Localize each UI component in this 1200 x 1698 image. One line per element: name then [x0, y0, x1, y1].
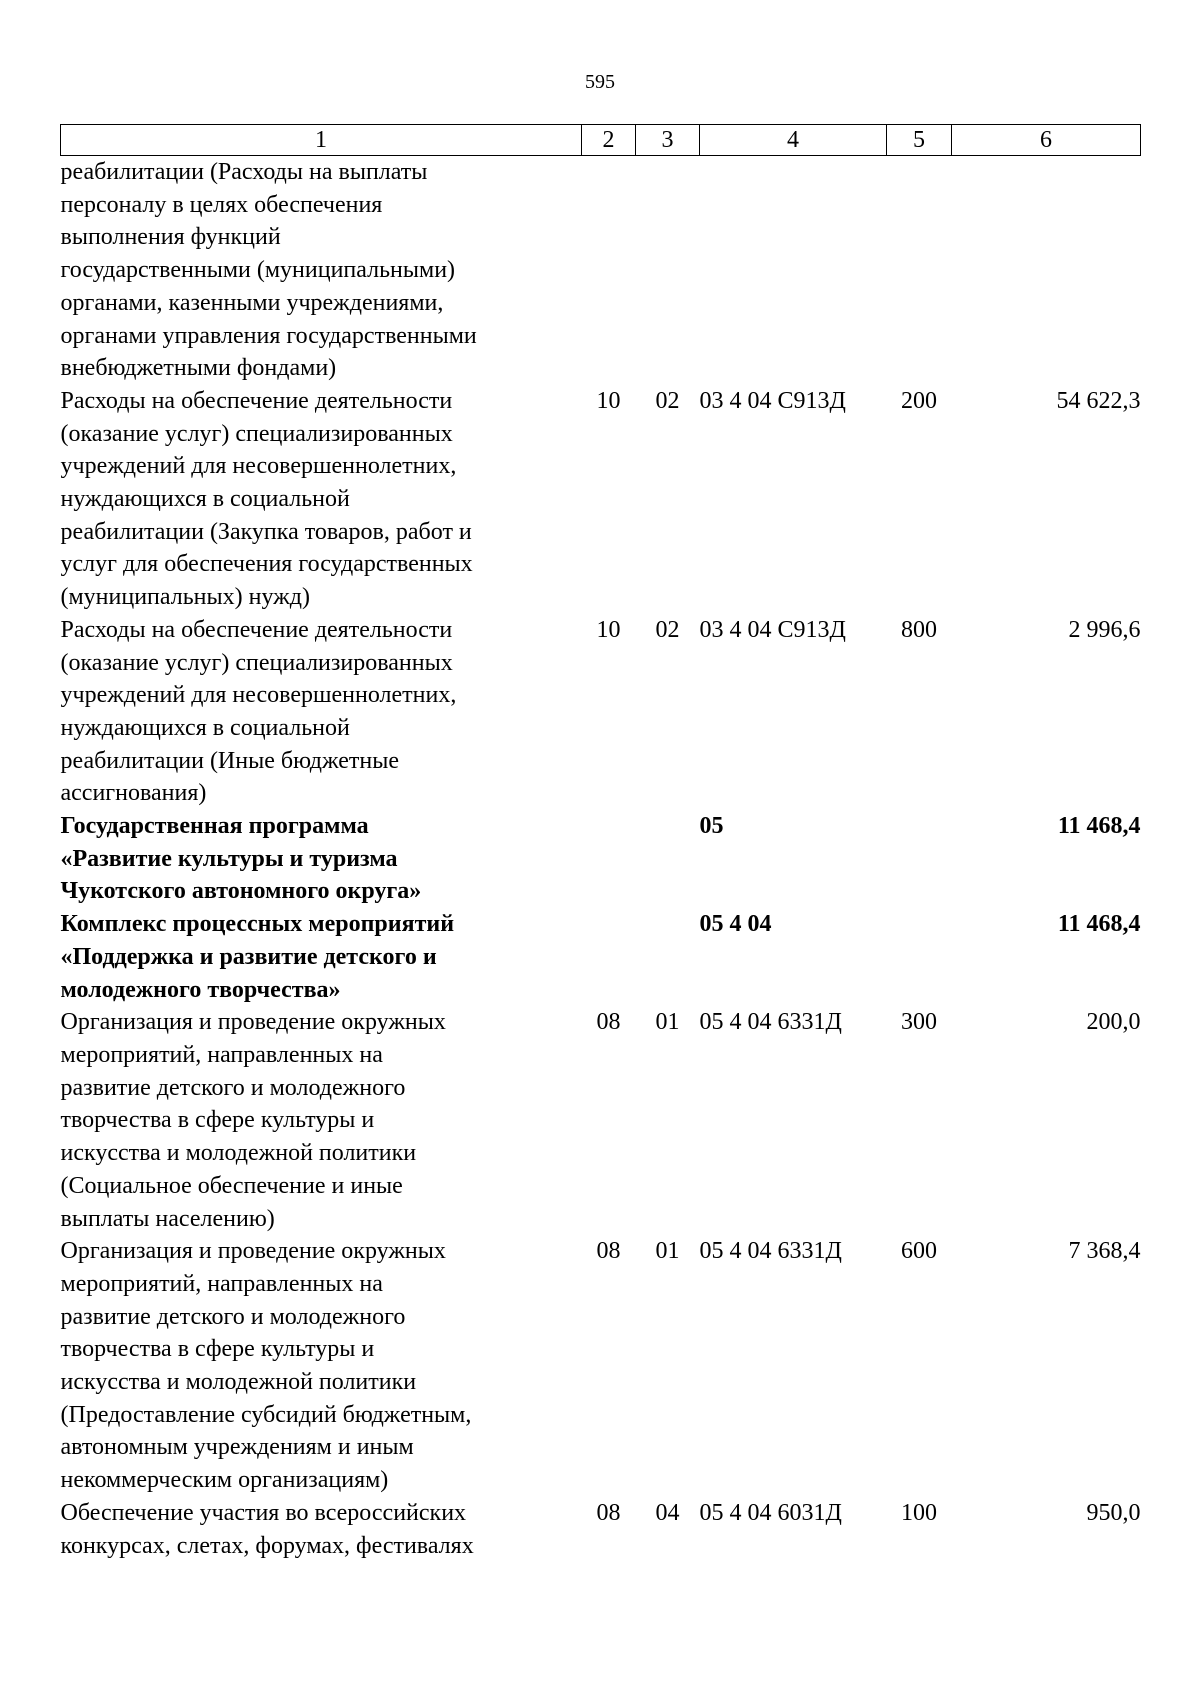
subsection-code [636, 908, 700, 1006]
row-name-line: Обеспечение участия во всероссийских [60, 1499, 467, 1526]
row-name-line: некоммерческим организациям) [60, 1467, 389, 1494]
row-name [61, 1235, 582, 1497]
amount: 11 468,4 [1057, 813, 1141, 840]
row-name-line: Чукотского автономного округа» [60, 878, 422, 905]
row-name-line: искусства и молодежной политики [60, 1140, 417, 1167]
target-article-code: 05 4 04 6331Д [699, 1009, 842, 1036]
section-code [582, 810, 636, 908]
target-article-code: 05 [699, 813, 724, 840]
row-name-line: учреждений для несовершеннолетних, [60, 453, 457, 480]
table-row [61, 1235, 1141, 1497]
row-name-line: (оказание услуг) специализированных [60, 649, 453, 676]
subsection-code [636, 810, 700, 908]
row-name-line: Организация и проведение окружных [60, 1238, 446, 1265]
section-code [582, 908, 636, 1006]
amount: 200,0 [1086, 1009, 1141, 1036]
row-name-line: выплаты населению) [60, 1205, 275, 1232]
row-name-line: Комплекс процессных мероприятий [60, 911, 455, 938]
row-name-line: выполнения функций [60, 224, 281, 251]
row-name-line: молодежного творчества» [60, 976, 341, 1003]
page-number: 595 [585, 71, 615, 93]
subsection-code: 01 [655, 1238, 680, 1265]
row-name [61, 614, 582, 810]
subsection-code [636, 156, 700, 385]
expense-type-code [887, 908, 952, 1006]
table-row [61, 908, 1141, 1006]
row-name-line: нуждающихся в социальной [60, 486, 350, 513]
target-article-code: 05 4 04 [699, 911, 772, 938]
table-row [61, 156, 1141, 385]
row-name-line: развитие детского и молодежного [60, 1303, 406, 1330]
table-row [61, 1497, 1141, 1562]
section-code [582, 156, 636, 385]
subsection-code: 02 [655, 616, 680, 643]
row-name-line: услуг для обеспечения государственных [60, 551, 473, 578]
row-name-line: ассигнования) [60, 780, 207, 807]
row-name-line: творчества в сфере культуры и [60, 1107, 375, 1134]
row-name-line: реабилитации (Расходы на выплаты [60, 159, 428, 185]
table-row [61, 1006, 1141, 1235]
section-code: 08 [596, 1009, 621, 1036]
row-name [61, 385, 582, 614]
row-name-line: «Поддержка и развитие детского и [60, 943, 437, 970]
row-name-line: «Развитие культуры и туризма [60, 845, 398, 872]
subsection-code: 02 [655, 387, 680, 414]
expense-type-code: 800 [901, 616, 937, 643]
row-name [61, 810, 582, 908]
budget-table [60, 124, 1141, 1562]
row-name-line: (оказание услуг) специализированных [60, 420, 453, 447]
section-code: 08 [596, 1238, 621, 1265]
amount: 11 468,4 [1057, 911, 1141, 938]
row-name-line: учреждений для несовершеннолетних, [60, 682, 457, 709]
expense-type-code: 100 [901, 1499, 937, 1526]
target-article-code: 03 4 04 С913Д [699, 616, 846, 643]
section-code: 10 [596, 387, 621, 414]
header-col-1: 1 [61, 125, 582, 156]
expense-type-code: 200 [901, 387, 937, 414]
row-name-line: конкурсах, слетах, форумах, фестивалях [60, 1532, 474, 1559]
row-name-line: автономным учреждениям и иным [60, 1434, 414, 1461]
row-name-line: Расходы на обеспечение деятельности [60, 387, 453, 414]
target-article-code: 05 4 04 6331Д [699, 1238, 842, 1265]
row-name-line: мероприятий, направленных на [60, 1041, 383, 1068]
row-name [61, 1006, 582, 1235]
target-article-code: 03 4 04 С913Д [699, 387, 846, 414]
subsection-code: 01 [655, 1009, 680, 1036]
table-row [61, 810, 1141, 908]
row-name-line: искусства и молодежной политики [60, 1369, 417, 1396]
amount: 54 622,3 [1056, 387, 1141, 414]
header-col-5: 5 [887, 125, 952, 156]
table-row [61, 385, 1141, 614]
expense-type-code [887, 810, 952, 908]
header-col-6: 6 [952, 125, 1141, 156]
amount: 2 996,6 [1068, 616, 1141, 643]
row-name-line: мероприятий, направленных на [60, 1270, 383, 1297]
row-name-line: творчества в сфере культуры и [60, 1336, 375, 1363]
header-col-3: 3 [636, 125, 700, 156]
amount: 950,0 [1086, 1499, 1141, 1526]
row-name-line: Государственная программа [60, 813, 369, 840]
row-name [61, 1497, 582, 1562]
expense-type-code: 300 [901, 1009, 937, 1036]
table-row [61, 614, 1141, 810]
table-body [61, 156, 1141, 1563]
section-code: 10 [596, 616, 621, 643]
section-code: 08 [596, 1499, 621, 1526]
subsection-code: 04 [655, 1499, 680, 1526]
expense-type-code [887, 156, 952, 385]
row-name-line: персоналу в целях обеспечения [60, 191, 383, 218]
row-name-line: Расходы на обеспечение деятельности [60, 616, 453, 643]
row-name-line: развитие детского и молодежного [60, 1074, 406, 1101]
row-name-line: государственными (муниципальными) [60, 257, 456, 284]
row-name-line: внебюджетными фондами) [60, 355, 337, 382]
row-name-line: Организация и проведение окружных [60, 1009, 446, 1036]
target-article-code [700, 156, 887, 385]
row-name-line: реабилитации (Иные бюджетные [60, 747, 400, 774]
header-col-4: 4 [700, 125, 887, 156]
row-name [61, 156, 582, 385]
row-name-line: (Предоставление субсидий бюджетным, [60, 1401, 472, 1428]
row-name-line: (муниципальных) нужд) [60, 584, 310, 611]
amount: 7 368,4 [1068, 1238, 1141, 1265]
row-name-line: нуждающихся в социальной [60, 714, 350, 741]
row-name-line: реабилитации (Закупка товаров, работ и [60, 518, 472, 545]
row-name [61, 908, 582, 1006]
row-name-line: (Социальное обеспечение и иные [60, 1172, 403, 1199]
header-row [61, 125, 1141, 156]
amount [952, 156, 1141, 385]
row-name-line: органами, казенными учреждениями, [60, 289, 444, 316]
header-col-2: 2 [582, 125, 636, 156]
row-name-line: органами управления государственными [60, 322, 477, 349]
expense-type-code: 600 [901, 1238, 937, 1265]
target-article-code: 05 4 04 6031Д [699, 1499, 842, 1526]
